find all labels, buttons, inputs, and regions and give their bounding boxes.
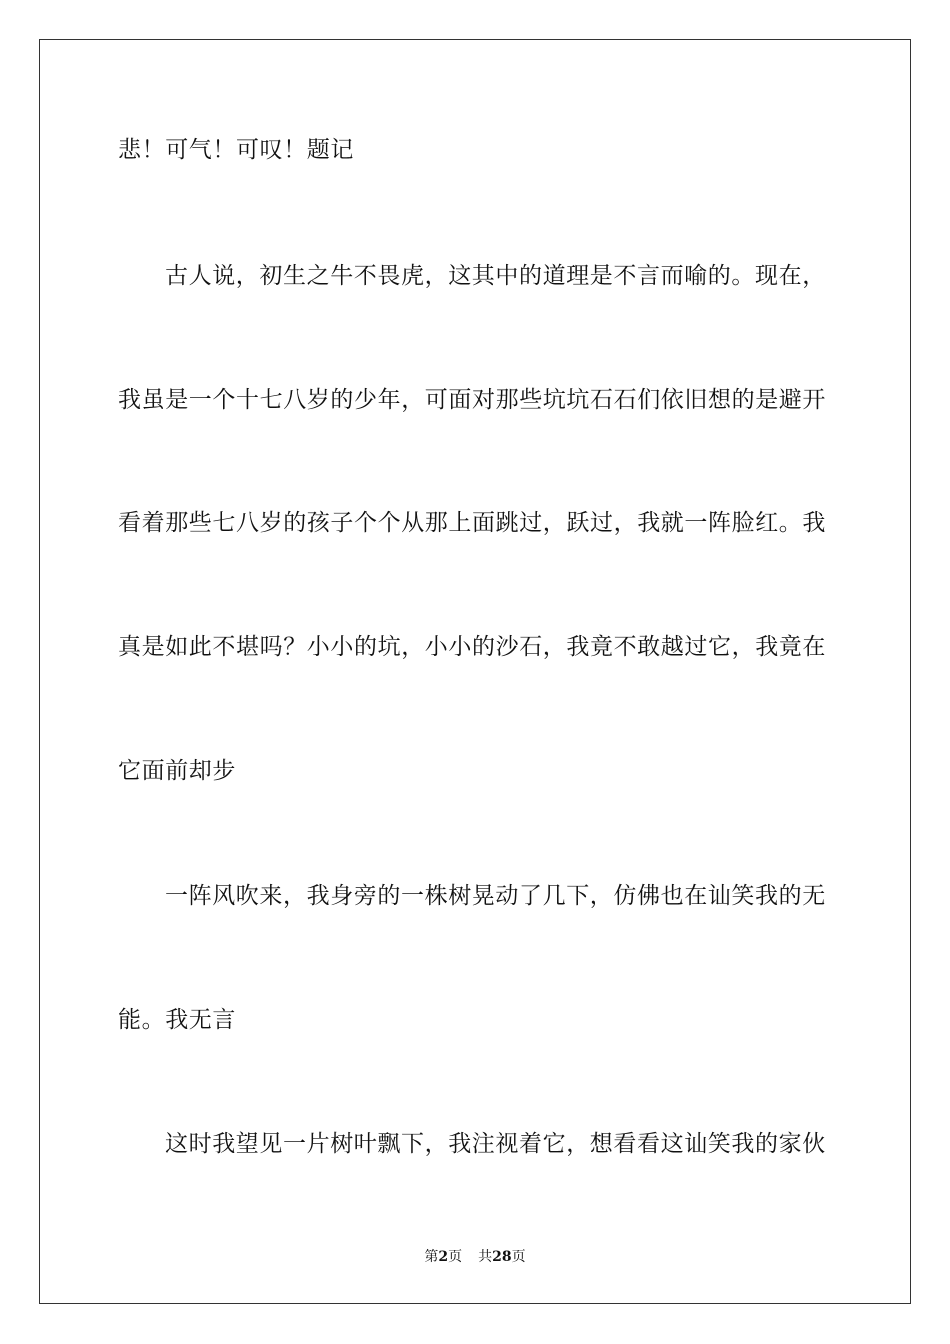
text-line-9: 这时我望见一片树叶飘下，我注视着它，想看看这讪笑我的家伙 bbox=[165, 1131, 826, 1157]
text-line-4: 看着那些七八岁的孩子个个从那上面跳过，跃过，我就一阵脸红。我 bbox=[118, 510, 826, 536]
text-line-3: 我虽是一个十七八岁的少年，可面对那些坑坑石石们依旧想的是避开 bbox=[118, 387, 826, 413]
page-prefix: 第 bbox=[424, 1249, 439, 1265]
text-line-2: 古人说，初生之牛不畏虎，这其中的道理是不言而喻的。现在， bbox=[165, 263, 826, 289]
text-line-5: 真是如此不堪吗？小小的坑，小小的沙石，我竟不敢越过它，我竟在 bbox=[118, 634, 826, 660]
text-line-7: 一阵风吹来，我身旁的一株树晃动了几下，仿佛也在讪笑我的无 bbox=[165, 883, 826, 909]
text-line-1: 悲！可气！可叹！题记 bbox=[118, 137, 354, 163]
page-suffix: 页 bbox=[448, 1249, 463, 1265]
page-border bbox=[39, 39, 911, 1304]
total-prefix: 共 bbox=[478, 1249, 493, 1265]
text-line-8: 能。我无言 bbox=[118, 1007, 236, 1033]
text-line-6: 它面前却步 bbox=[118, 758, 236, 784]
page-number: 2 bbox=[438, 1249, 449, 1265]
total-pages: 28 bbox=[492, 1249, 512, 1265]
total-suffix: 页 bbox=[511, 1249, 526, 1265]
page-footer bbox=[0, 1247, 950, 1267]
